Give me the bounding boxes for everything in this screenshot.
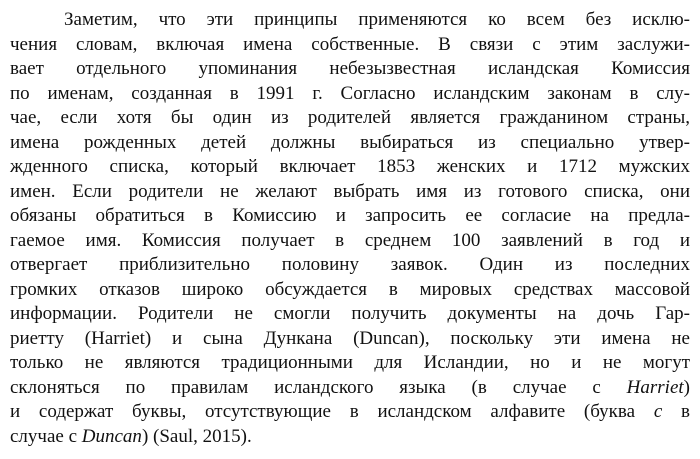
text-segment: только не являются традиционными для Исландии, но и не могут xyxy=(10,352,690,373)
text-segment: гаемое имя. Комиссия получает в среднем 100 заявлений в год и xyxy=(10,229,690,251)
text-line xyxy=(10,131,690,156)
text-line xyxy=(10,155,690,180)
text-line xyxy=(10,351,690,376)
text-segment: риетту (Harriet) и сына Дункана (Duncan), поскольку эти имена не xyxy=(10,327,690,349)
text-segment: информации. Родители не смогли получить документы на дочь Гар- xyxy=(10,303,690,324)
text-segment: по именам, созданная в 1991 г. Согласно исландским законам в слу- xyxy=(10,82,690,104)
text-line xyxy=(10,278,690,303)
text-segment: и содержат буквы, отсутствующие в исландском алфавите (буква xyxy=(10,401,654,422)
text-line xyxy=(10,302,690,327)
text-segment: обязаны обратиться в Комиссию и запросить ее согласие на предла- xyxy=(10,205,690,226)
text-segment: ) (Saul, 2015). xyxy=(141,425,252,447)
text-line xyxy=(10,400,690,425)
text-segment: громких отказов широко обсуждается в мировых средствах массовой xyxy=(10,278,690,300)
document-page xyxy=(10,8,690,449)
text-line xyxy=(10,204,690,229)
body-paragraph xyxy=(10,8,690,449)
italic-text: c xyxy=(653,401,663,422)
text-segment: Заметим, что эти принципы применяются ко всем без исклю- xyxy=(64,9,690,30)
text-segment: в xyxy=(662,401,690,422)
text-segment: чае, если хотя бы один из родителей является гражданином страны, xyxy=(10,107,690,128)
text-line xyxy=(10,376,690,401)
text-line xyxy=(10,33,690,58)
text-line xyxy=(10,327,690,352)
text-segment: имена рожденных детей должны выбираться из специально утвер- xyxy=(10,131,690,153)
text-line xyxy=(10,253,690,278)
text-segment: вает отдельного упоминания небезызвестная исландская Комиссия xyxy=(10,58,690,79)
text-segment: ) xyxy=(683,376,690,398)
text-line xyxy=(10,106,690,131)
text-segment: жденного списка, который включает 1853 женских и 1712 мужских xyxy=(10,156,690,177)
text-line xyxy=(10,82,690,107)
text-line xyxy=(10,229,690,254)
text-line xyxy=(10,57,690,82)
italic-text: Harriet xyxy=(626,376,684,398)
text-segment: случае с xyxy=(10,425,82,447)
italic-text: Duncan xyxy=(81,425,142,447)
text-segment: склоняться по правилам исландского языка (в случае с xyxy=(10,376,627,398)
text-line xyxy=(10,180,690,205)
text-segment: чения словам, включая имена собственные. В связи с этим заслужи- xyxy=(10,33,690,55)
text-segment: отвергает приблизительно половину заявок. Один из последних xyxy=(10,254,690,275)
text-segment: имен. Если родители не желают выбрать имя из готового списка, они xyxy=(10,180,690,202)
text-line xyxy=(10,8,690,33)
text-line xyxy=(10,425,690,450)
